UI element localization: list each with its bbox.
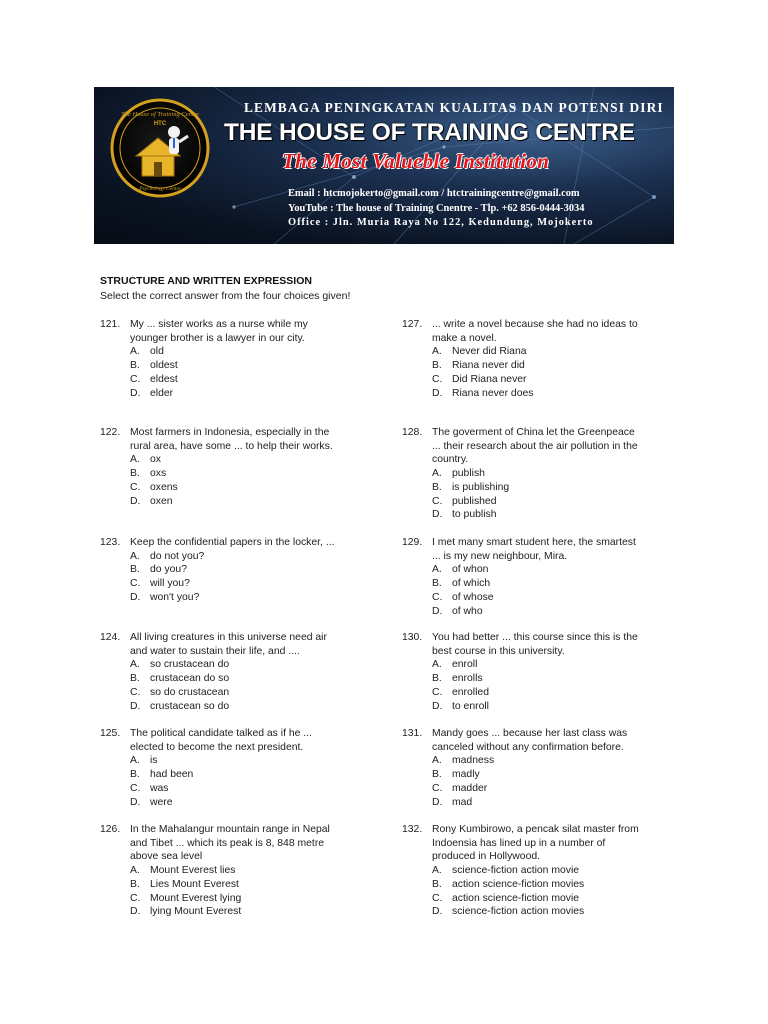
option-letter: C. (432, 591, 443, 603)
option-b[interactable] (130, 563, 340, 577)
section-title: STRUCTURE AND WRITTEN EXPRESSION (100, 275, 312, 287)
option-c[interactable] (130, 373, 340, 387)
question-text: Keep the confidential papers in the locker, ... (130, 537, 335, 548)
option-letter: D. (130, 906, 141, 918)
option-letter: D. (432, 906, 443, 918)
option-d[interactable] (130, 495, 340, 509)
header-banner (94, 87, 674, 244)
option-d[interactable] (432, 387, 642, 401)
option-d[interactable] (130, 905, 340, 919)
option-letter: C. (130, 782, 141, 794)
option-b[interactable] (432, 768, 642, 782)
option-d[interactable] (130, 700, 340, 714)
option-a[interactable] (432, 467, 642, 481)
option-letter: C. (432, 782, 443, 794)
option-letter: B. (130, 564, 140, 576)
option-text: madness (452, 755, 495, 767)
option-b[interactable] (130, 768, 340, 782)
option-letter: B. (432, 360, 442, 372)
question-number: 121. (100, 319, 121, 330)
question-text: The political candidate talked as if he ... elected to become the next president. (130, 728, 312, 753)
option-letter: C. (130, 892, 141, 904)
option-text: enrolls (452, 673, 483, 685)
question-number: 124. (100, 632, 121, 643)
option-c[interactable] (130, 577, 340, 591)
question-128 (402, 426, 642, 522)
option-b[interactable] (432, 878, 642, 892)
question-text: I met many smart student here, the smartest ... is my new neighbour, Mira. (432, 537, 636, 562)
option-text: do not you? (150, 550, 205, 562)
option-b[interactable] (432, 577, 642, 591)
option-letter: D. (432, 700, 443, 712)
option-text: oxens (150, 481, 178, 493)
option-text: oxen (150, 495, 173, 507)
question-124 (100, 631, 340, 713)
option-letter: D. (432, 796, 443, 808)
option-c[interactable] (432, 495, 642, 509)
option-text: crustacean do so (150, 673, 230, 685)
option-text: Never did Riana (452, 346, 527, 358)
option-a[interactable] (130, 345, 340, 359)
option-text: do you? (150, 564, 187, 576)
option-letter: D. (432, 509, 443, 521)
option-letter: D. (432, 387, 443, 399)
option-text: was (150, 782, 169, 794)
question-text: Mandy goes ... because her last class was canceled without any confirmation before. (432, 728, 628, 753)
banner-slogan: The Most Valueble Institution (282, 149, 550, 173)
question-text: Rony Kumbirowo, a pencak silat master from Indoensia has lined up in a number of produced in Hollywood. (432, 824, 639, 863)
question-text: Most farmers in Indonesia, especially in the rural area, have some ... to help their works. (130, 427, 333, 452)
option-c[interactable] (130, 481, 340, 495)
question-number: 127. (402, 319, 423, 330)
option-letter: A. (130, 346, 140, 358)
question-text: The goverment of China let the Greenpeace ... their research about the air pollution in the country. (432, 427, 638, 466)
htc-logo (110, 98, 210, 198)
banner-youtube: YouTube : The house of Training Cnentre - Tlp. +62 856-0444-3034 (288, 203, 585, 214)
option-c[interactable] (432, 892, 642, 906)
option-text: enrolled (452, 686, 489, 698)
option-letter: B. (432, 769, 442, 781)
option-text: so crustacean do (150, 659, 230, 671)
option-a[interactable] (130, 658, 340, 672)
option-d[interactable] (432, 796, 642, 810)
option-d[interactable] (432, 508, 642, 522)
option-letter: A. (432, 346, 442, 358)
option-text: so do crustacean (150, 686, 230, 698)
option-b[interactable] (130, 672, 340, 686)
option-c[interactable] (130, 686, 340, 700)
question-number: 128. (402, 427, 423, 438)
option-text: publish (452, 468, 485, 480)
option-a[interactable] (432, 754, 642, 768)
question-text: ... write a novel because she had no ideas to make a novel. (432, 319, 638, 344)
option-b[interactable] (130, 467, 340, 481)
question-number: 122. (100, 427, 121, 438)
question-text: You had better ... this course since this is the best course in this university. (432, 632, 638, 657)
question-text: My ... sister works as a nurse while my younger brother is a lawyer in our city. (130, 319, 308, 344)
option-text: action science-fiction movies (452, 878, 585, 890)
question-number: 129. (402, 537, 423, 548)
option-text: eldest (150, 373, 178, 385)
option-b[interactable] (130, 878, 340, 892)
option-letter: D. (432, 605, 443, 617)
option-text: of which (452, 578, 491, 590)
option-text: Riana never does (452, 387, 534, 399)
option-b[interactable] (432, 672, 642, 686)
option-text: will you? (150, 578, 190, 590)
option-text: Mount Everest lying (150, 892, 242, 904)
option-letter: A. (432, 468, 442, 480)
option-a[interactable] (432, 864, 642, 878)
question-122 (100, 426, 340, 508)
banner-email: Email : htcmojokerto@gmail.com / htctrainingcentre@gmail.com (288, 188, 580, 199)
option-text: ox (150, 454, 161, 466)
option-text: crustacean so do (150, 700, 230, 712)
option-text: madder (452, 782, 488, 794)
option-letter: C. (130, 578, 141, 590)
section-instruction: Select the correct answer from the four choices given! (100, 290, 351, 302)
option-letter: A. (432, 659, 442, 671)
option-text: lying Mount Everest (150, 906, 242, 918)
option-c[interactable] (432, 373, 642, 387)
option-letter: B. (432, 673, 442, 685)
option-letter: C. (130, 686, 141, 698)
option-letter: B. (432, 578, 442, 590)
option-letter: A. (130, 755, 140, 767)
option-letter: D. (130, 796, 141, 808)
option-b[interactable] (432, 359, 642, 373)
option-letter: A. (130, 865, 140, 877)
option-letter: A. (432, 564, 442, 576)
option-text: had been (150, 769, 194, 781)
question-text: In the Mahalangur mountain range in Nepal and Tibet ... which its peak is 8, 848 metre above sea level (130, 824, 330, 863)
option-text: oxs (150, 468, 167, 480)
option-text: to publish (452, 509, 497, 521)
option-letter: C. (432, 892, 443, 904)
option-text: Mount Everest lies (150, 865, 236, 877)
option-c[interactable] (130, 782, 340, 796)
question-number: 123. (100, 537, 121, 548)
option-d[interactable] (130, 387, 340, 401)
question-129 (402, 536, 642, 618)
option-c[interactable] (432, 686, 642, 700)
option-d[interactable] (432, 700, 642, 714)
option-letter: A. (432, 755, 442, 767)
option-letter: B. (130, 468, 140, 480)
option-letter: A. (130, 454, 140, 466)
option-text: of whon (452, 564, 489, 576)
question-127 (402, 318, 642, 400)
option-letter: C. (130, 481, 141, 493)
option-letter: A. (130, 550, 140, 562)
option-b[interactable] (130, 359, 340, 373)
option-letter: D. (130, 495, 141, 507)
question-121 (100, 318, 340, 400)
option-a[interactable] (432, 563, 642, 577)
question-132 (402, 823, 642, 919)
option-a[interactable] (130, 754, 340, 768)
option-letter: D. (130, 387, 141, 399)
option-c[interactable] (432, 782, 642, 796)
option-letter: C. (432, 373, 443, 385)
option-text: madly (452, 769, 480, 781)
option-text: of whose (452, 591, 494, 603)
option-text: is publishing (452, 481, 510, 493)
option-letter: C. (432, 686, 443, 698)
option-letter: D. (130, 591, 141, 603)
option-letter: B. (130, 769, 140, 781)
option-d[interactable] (130, 796, 340, 810)
option-text: science-fiction action movie (452, 865, 580, 877)
svg-text:Psychology Centre: Psychology Centre (139, 186, 181, 192)
option-letter: D. (130, 700, 141, 712)
svg-text:The House of Training Centre: The House of Training Centre (121, 111, 199, 118)
option-d[interactable] (130, 591, 340, 605)
banner-title: THE HOUSE OF TRAINING CENTRE (224, 119, 635, 146)
option-text: published (452, 495, 497, 507)
option-text: to enroll (452, 700, 489, 712)
question-text: All living creatures in this universe need air and water to sustain their life, and .... (130, 632, 327, 657)
option-text: Did Riana never (452, 373, 527, 385)
option-d[interactable] (432, 905, 642, 919)
option-a[interactable] (130, 550, 340, 564)
option-text: oldest (150, 360, 178, 372)
option-text: enroll (452, 659, 478, 671)
question-number: 131. (402, 728, 423, 739)
svg-text:HTC: HTC (153, 121, 167, 127)
question-number: 125. (100, 728, 121, 739)
question-123 (100, 536, 340, 605)
question-125 (100, 727, 340, 809)
option-letter: B. (432, 878, 442, 890)
option-letter: B. (432, 481, 442, 493)
option-c[interactable] (130, 892, 340, 906)
question-130 (402, 631, 642, 713)
option-a[interactable] (130, 453, 340, 467)
question-126 (100, 823, 340, 919)
option-a[interactable] (432, 345, 642, 359)
question-number: 126. (100, 824, 121, 835)
option-text: science-fiction action movies (452, 906, 585, 918)
option-text: won't you? (150, 591, 200, 603)
question-number: 130. (402, 632, 423, 643)
option-text: were (150, 796, 173, 808)
question-number: 132. (402, 824, 423, 835)
option-text: elder (150, 387, 174, 399)
option-letter: A. (130, 659, 140, 671)
option-d[interactable] (432, 605, 642, 619)
option-letter: C. (130, 373, 141, 385)
option-letter: C. (432, 495, 443, 507)
option-text: Lies Mount Everest (150, 878, 239, 890)
option-b[interactable] (432, 481, 642, 495)
banner-institution-line: LEMBAGA PENINGKATAN KUALITAS DAN POTENSI DIRI (244, 100, 664, 115)
option-text: mad (452, 796, 473, 808)
banner-office: Office : Jln. Muria Raya No 122, Kedundung, Mojokerto (288, 217, 594, 228)
option-letter: B. (130, 878, 140, 890)
option-text: Riana never did (452, 360, 525, 372)
option-letter: A. (432, 865, 442, 877)
option-text: action science-fiction movie (452, 892, 580, 904)
option-text: of who (452, 605, 483, 617)
option-c[interactable] (432, 591, 642, 605)
option-text: old (150, 346, 164, 358)
option-letter: B. (130, 673, 140, 685)
option-text: is (150, 755, 158, 767)
option-a[interactable] (130, 864, 340, 878)
option-a[interactable] (432, 658, 642, 672)
question-131 (402, 727, 642, 809)
option-letter: B. (130, 360, 140, 372)
